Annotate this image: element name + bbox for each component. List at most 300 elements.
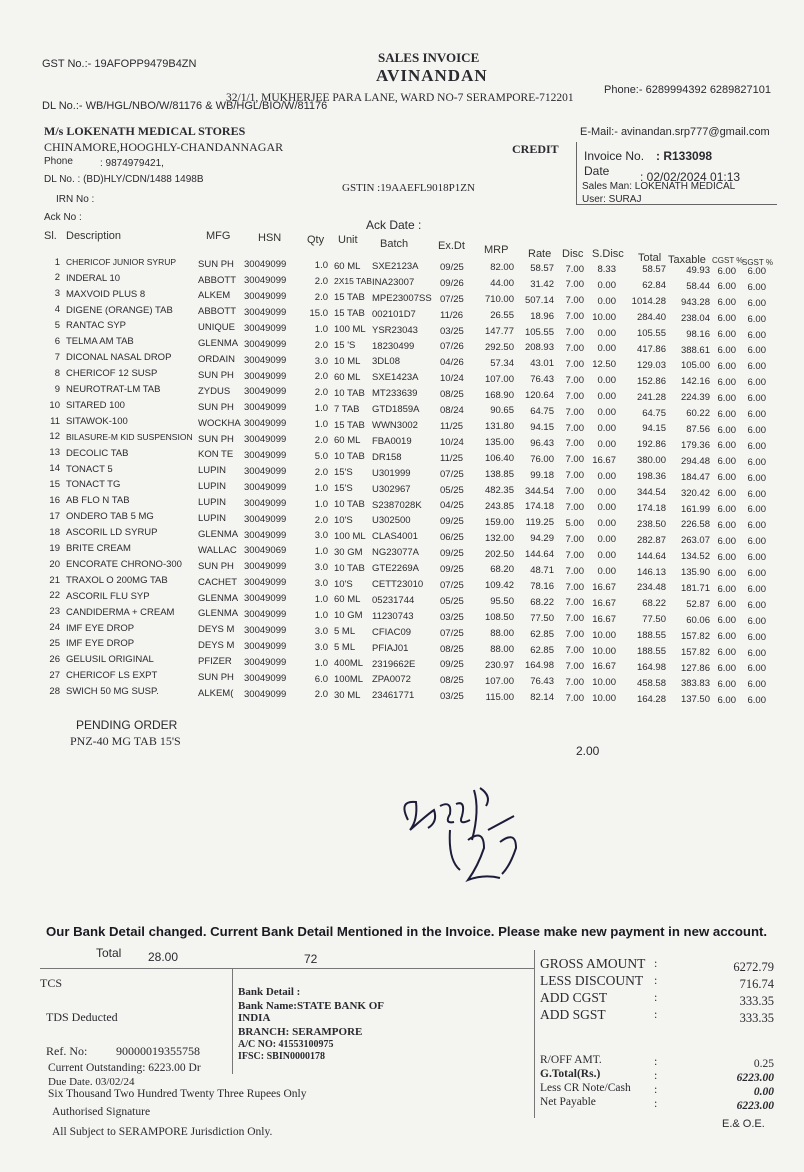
table-cell: 6.00 <box>717 567 736 579</box>
table-cell: 30049099 <box>244 465 287 477</box>
summary-colon: : <box>654 956 658 970</box>
table-cell: MAXVOID PLUS 8 <box>66 288 146 300</box>
table-cell: ZPA0072 <box>372 674 411 686</box>
table-cell: 184.47 <box>680 471 710 483</box>
current-outstanding: Current Outstanding: 6223.00 Dr <box>48 1062 201 1074</box>
table-cell: 8 <box>54 367 60 379</box>
total-qty: 72 <box>304 952 318 966</box>
table-cell: 6.00 <box>747 456 766 468</box>
table-cell: 68.22 <box>530 596 554 608</box>
table-cell: 344.54 <box>524 485 554 497</box>
table-cell: 135.00 <box>484 437 514 449</box>
table-cell: 58.44 <box>686 280 710 292</box>
table-cell: 12.50 <box>592 359 616 371</box>
summary-value: 6223.00 <box>736 1072 774 1084</box>
summary-colon: : <box>654 1068 658 1082</box>
table-cell: 2.0 <box>314 291 328 303</box>
table-cell: 6.00 <box>717 631 736 643</box>
table-cell: 98.16 <box>686 328 710 340</box>
table-cell: 15 TAB <box>334 308 365 320</box>
table-cell: 6.00 <box>717 297 736 309</box>
table-cell: SITAWOK-100 <box>66 415 128 427</box>
table-cell: 2.0 <box>314 276 328 288</box>
table-cell: 18 <box>49 526 60 538</box>
table-cell: 6.00 <box>717 360 736 372</box>
table-cell: CHERICOF JUNIOR SYRUP <box>66 256 177 267</box>
company-address: 32/1/1, MUKHERJEE PARA LANE, WARD NO-7 SERAMPORE-712201 <box>226 92 574 104</box>
table-cell: 1.0 <box>314 657 328 669</box>
table-cell: ENCORATE CHRONO-300 <box>66 558 182 570</box>
table-cell: 6.00 <box>747 265 766 277</box>
total-label: Total <box>96 946 122 960</box>
customer-gstin: GSTIN :19AAEFL9018P1ZN <box>342 182 475 194</box>
table-cell: 30049099 <box>244 306 287 318</box>
table-cell: 10.00 <box>592 645 616 657</box>
column-header: Sl. <box>44 230 57 242</box>
table-cell: 6.00 <box>717 345 736 357</box>
handwritten-signature <box>388 770 528 890</box>
table-cell: 0.00 <box>597 470 616 482</box>
table-cell: RANTAC SYP <box>66 320 127 332</box>
table-cell: 62.85 <box>530 644 554 656</box>
table-cell: DECOLIC TAB <box>66 447 129 459</box>
column-header: Description <box>66 230 122 242</box>
table-cell: 3 <box>54 288 60 300</box>
table-cell: DIGENE (ORANGE) TAB <box>66 304 173 316</box>
table-cell: FBA0019 <box>372 435 412 447</box>
table-cell: 07/26 <box>440 341 464 353</box>
table-cell: 6.00 <box>717 329 736 341</box>
table-cell: 10 <box>49 399 60 411</box>
table-cell: KON TE <box>198 449 234 461</box>
bank-notice: Our Bank Detail changed. Current Bank Detail Mentioned in the Invoice. Please make new payment in new account. <box>46 924 768 939</box>
table-cell: 230.97 <box>484 659 514 671</box>
table-cell: 30049099 <box>244 450 287 462</box>
table-cell: 6.00 <box>747 568 766 580</box>
table-cell: 0.00 <box>597 279 616 291</box>
table-cell: 0.00 <box>597 486 616 498</box>
table-cell: TONACT TG <box>66 479 121 491</box>
summary-label: Less CR Note/Cash <box>540 1082 631 1094</box>
table-cell: SUN PH <box>198 433 234 445</box>
customer-name: M/s LOKENATH MEDICAL STORES <box>44 124 246 138</box>
table-cell: 7.00 <box>565 549 584 561</box>
table-cell: 6 <box>54 336 60 348</box>
table-cell: 168.90 <box>484 389 514 401</box>
due-date: Due Date. 03/02/24 <box>48 1076 135 1088</box>
table-cell: 710.00 <box>484 294 514 306</box>
table-cell: 6.00 <box>747 583 766 595</box>
table-cell: 52.87 <box>686 598 710 610</box>
table-cell: 25 <box>49 638 60 650</box>
table-cell: 26 <box>49 654 60 666</box>
table-cell: PFIAJ01 <box>372 642 409 654</box>
column-header: Batch <box>380 238 409 250</box>
table-cell: U302500 <box>372 515 411 527</box>
table-cell: 30049099 <box>244 513 287 525</box>
table-cell: 16.67 <box>592 661 616 673</box>
table-cell: 6.00 <box>747 679 766 691</box>
table-cell: 002101D7 <box>372 308 416 320</box>
table-cell: 10 TAB <box>334 451 365 463</box>
table-cell: 0.00 <box>597 407 616 418</box>
company-name: AVINANDAN <box>376 66 488 85</box>
table-cell: 1.0 <box>314 594 328 606</box>
table-cell: 30049099 <box>244 609 287 621</box>
table-cell: 2.0 <box>314 514 328 526</box>
table-cell: 94.29 <box>530 533 554 545</box>
table-cell: 0.00 <box>597 422 616 434</box>
table-cell: 78.16 <box>530 580 554 592</box>
table-cell: 6.00 <box>747 377 766 389</box>
table-cell: 10'S <box>334 514 353 526</box>
table-cell: 105.55 <box>524 326 554 338</box>
table-cell: 6.00 <box>747 520 766 532</box>
table-cell: 30049099 <box>244 322 287 334</box>
invoice-date-label: Date <box>584 164 610 178</box>
table-cell: 100 ML <box>334 530 366 542</box>
table-cell: 30049099 <box>244 275 287 287</box>
table-cell: 15'S <box>334 483 353 495</box>
table-cell: 7.00 <box>565 486 584 498</box>
table-cell: 0.00 <box>597 438 616 450</box>
table-cell: ZYDUS <box>198 385 231 397</box>
table-cell: 16.67 <box>592 597 616 609</box>
table-cell: 15.0 <box>309 307 328 319</box>
table-cell: 292.50 <box>484 341 514 353</box>
column-header: MRP <box>484 244 509 256</box>
table-cell: 96.43 <box>530 437 554 449</box>
table-cell: 30049099 <box>244 259 287 271</box>
table-cell: 2X15 TAB <box>334 276 372 287</box>
table-cell: S2387028K <box>372 499 422 511</box>
table-cell: 10.00 <box>592 311 616 323</box>
table-cell: 2.0 <box>314 466 328 478</box>
table-cell: 7.00 <box>565 343 584 355</box>
summary-divider <box>534 950 535 1118</box>
table-cell: 30049099 <box>244 418 287 430</box>
company-phone: Phone:- 6289994392 6289827101 <box>604 84 771 96</box>
salesman: Sales Man: LOKENATH MEDICAL <box>582 181 736 192</box>
table-cell: 82.00 <box>490 262 514 274</box>
table-cell: 30049099 <box>244 672 287 684</box>
table-cell: 15 'S <box>334 340 356 351</box>
table-cell: 68.20 <box>490 564 514 576</box>
table-cell: 88.00 <box>490 628 514 640</box>
table-cell: 05231744 <box>372 594 415 606</box>
table-cell: NG23077A <box>372 547 420 559</box>
table-cell: GLENMA <box>198 592 239 604</box>
table-cell: 234.48 <box>636 582 666 594</box>
table-cell: 6.00 <box>747 631 766 643</box>
table-cell: 28 <box>49 685 60 697</box>
table-cell: 14 <box>49 463 60 475</box>
table-cell: 6.00 <box>747 488 766 500</box>
table-cell: 115.00 <box>485 691 514 703</box>
table-cell: 18.96 <box>530 310 554 322</box>
table-cell: 238.50 <box>636 518 666 530</box>
table-cell: 82.14 <box>530 692 554 704</box>
table-cell: 10 TAB <box>334 499 365 510</box>
table-cell: 129.03 <box>636 359 666 371</box>
table-cell: 27 <box>49 669 60 681</box>
table-cell: IMF EYE DROP <box>66 622 135 634</box>
table-cell: SXE2123A <box>372 261 419 273</box>
table-cell: 7.00 <box>565 470 584 482</box>
table-cell: 09/25 <box>440 659 464 671</box>
table-cell: 164.98 <box>636 661 666 673</box>
table-cell: 7 <box>54 351 60 363</box>
summary-colon: : <box>654 990 658 1004</box>
invoice-date: : 02/02/2024 01:13 <box>640 170 741 184</box>
customer-phone-label: Phone <box>44 156 73 167</box>
table-cell: 107.00 <box>484 373 514 385</box>
table-cell: 26.55 <box>490 310 514 322</box>
table-cell: 5.0 <box>314 450 328 462</box>
table-cell: 3.0 <box>314 625 328 637</box>
table-cell: 62.84 <box>642 280 666 292</box>
table-cell: 7.00 <box>565 629 584 641</box>
table-cell: 2.0 <box>314 339 328 351</box>
table-cell: 77.50 <box>530 612 554 624</box>
table-cell: 22 <box>49 590 60 602</box>
table-cell: 943.28 <box>680 296 710 308</box>
table-cell: SUN PH <box>198 401 234 413</box>
table-cell: 11230743 <box>372 610 414 622</box>
table-cell: 107.00 <box>484 675 514 687</box>
table-cell: 09/26 <box>440 277 464 289</box>
table-cell: 03/25 <box>440 325 464 337</box>
table-cell: 7.00 <box>565 692 584 704</box>
table-cell: CFIAC09 <box>372 626 412 638</box>
pending-label: PENDING ORDER <box>76 718 178 732</box>
table-cell: 4 <box>54 304 60 316</box>
dl-number: DL No.:- WB/HGL/NBO/W/81176 & WB/HGL/BIO/W/81176 <box>42 100 328 112</box>
table-cell: 192.86 <box>636 439 666 451</box>
table-cell: GLENMA <box>198 608 239 620</box>
table-cell: 6.00 <box>747 695 766 707</box>
table-cell: 16.67 <box>592 581 616 593</box>
table-cell: DR158 <box>372 451 402 463</box>
table-cell: 07/25 <box>440 627 464 639</box>
bank-name: Bank Name:STATE BANK OF INDIA <box>238 1000 384 1024</box>
table-cell: DEYS M <box>198 624 235 636</box>
table-cell: 57.34 <box>490 357 514 369</box>
table-cell: 224.39 <box>680 392 710 404</box>
table-cell: 131.80 <box>484 421 514 433</box>
table-cell: 07/25 <box>440 293 464 305</box>
table-cell: CLAS4001 <box>372 531 418 543</box>
table-cell: 1.0 <box>314 546 328 558</box>
column-header: SGST % <box>742 258 773 267</box>
table-cell: CHERICOF 12 SUSP <box>66 368 158 380</box>
table-cell: 30049099 <box>244 529 287 541</box>
tds-label: TDS Deducted <box>46 1010 118 1024</box>
table-cell: 09/25 <box>440 261 464 273</box>
summary-value: 0.00 <box>753 1086 774 1098</box>
table-cell: 30049099 <box>244 624 287 636</box>
table-cell: 146.13 <box>636 566 666 578</box>
customer-address: CHINAMORE,HOOGHLY-CHANDANNAGAR <box>44 140 284 154</box>
table-cell: 09/25 <box>440 516 464 528</box>
table-cell: 43.01 <box>530 358 554 370</box>
summary-label: G.Total(Rs.) <box>540 1068 601 1080</box>
table-cell: SUN PH <box>198 560 234 572</box>
table-cell: 03/25 <box>440 611 464 623</box>
table-cell: 08/24 <box>440 405 464 417</box>
table-cell: 30049099 <box>244 386 287 398</box>
summary-value: 333.35 <box>739 1011 774 1025</box>
table-cell: GTD1859A <box>372 404 420 416</box>
column-header: Taxable <box>668 254 706 266</box>
authorised-signature: Authorised Signature <box>52 1106 151 1118</box>
table-cell: 6.00 <box>747 345 766 357</box>
table-cell: 6.00 <box>747 361 766 373</box>
table-cell: 76.00 <box>530 453 554 465</box>
table-cell: 08/25 <box>440 389 464 401</box>
table-cell: 7.00 <box>565 374 584 386</box>
table-cell: 44.00 <box>490 278 514 290</box>
table-cell: U301999 <box>372 467 411 479</box>
table-cell: 282.87 <box>636 534 666 546</box>
table-cell: 30049099 <box>244 354 287 366</box>
table-cell: 144.64 <box>636 550 666 562</box>
table-cell: 5 <box>54 320 60 332</box>
table-cell: 100 ML <box>334 324 366 336</box>
table-cell: 11 <box>50 415 60 427</box>
table-cell: 6.00 <box>717 281 736 293</box>
table-cell: 76.43 <box>530 676 554 688</box>
table-cell: 7.00 <box>565 358 584 370</box>
table-cell: 458.58 <box>636 677 666 689</box>
table-cell: 77.50 <box>642 614 666 626</box>
table-cell: UNIQUE <box>198 322 235 334</box>
table-cell: 76.43 <box>530 374 554 386</box>
table-cell: ONDERO TAB 5 MG <box>66 511 154 523</box>
table-cell: 21 <box>49 574 60 586</box>
table-cell: 9 <box>54 383 60 395</box>
table-cell: 94.15 <box>642 423 666 435</box>
table-cell: 6.00 <box>717 535 736 547</box>
table-cell: LUPIN <box>198 465 226 477</box>
table-cell: 7.00 <box>565 597 584 609</box>
table-cell: 49.93 <box>686 265 710 277</box>
table-cell: TELMA AM TAB <box>66 336 134 348</box>
table-cell: 388.61 <box>680 344 710 356</box>
invoice-no: : R133098 <box>656 149 713 163</box>
table-cell: 60 ML <box>334 371 361 383</box>
table-cell: 7.00 <box>565 422 584 434</box>
table-cell: 30049099 <box>244 593 287 605</box>
table-cell: 0.00 <box>597 327 616 339</box>
table-cell: 30 ML <box>334 689 361 701</box>
table-cell: 68.22 <box>642 598 666 610</box>
table-cell: 6.00 <box>717 599 736 611</box>
table-cell: 7.00 <box>565 390 584 402</box>
table-cell: 208.93 <box>524 342 554 354</box>
summary-value: 0.25 <box>753 1058 774 1070</box>
table-cell: 99.18 <box>530 469 554 481</box>
table-cell: 16.67 <box>592 454 616 466</box>
table-cell: 417.86 <box>636 343 666 355</box>
table-cell: CHERICOF LS EXPT <box>66 670 158 682</box>
bank-account: A/C NO: 41553100975 <box>238 1039 334 1050</box>
table-cell: 20 <box>49 558 60 570</box>
summary-colon: : <box>654 1096 658 1110</box>
table-cell: 1.0 <box>314 419 328 431</box>
table-cell: 400ML <box>334 658 364 669</box>
company-email: E-Mail:- avinandan.srp777@gmail.com <box>580 126 770 138</box>
table-cell: 507.14 <box>524 294 554 306</box>
table-cell: WWN3002 <box>372 420 418 432</box>
table-cell: 105.00 <box>680 360 710 372</box>
table-cell: 1.0 <box>314 260 328 272</box>
table-cell: 1.0 <box>314 482 328 494</box>
table-cell: 202.50 <box>484 548 514 560</box>
table-cell: 6.00 <box>717 408 736 420</box>
table-cell: 188.55 <box>636 630 666 642</box>
table-cell: SUN PH <box>198 369 234 381</box>
table-cell: 08/25 <box>440 643 464 655</box>
table-cell: 137.50 <box>680 694 710 706</box>
ack-no-label: Ack No : <box>44 212 82 223</box>
table-cell: ASCORIL FLU SYP <box>66 590 150 602</box>
table-cell: AB FLO N TAB <box>66 495 130 507</box>
table-cell: 0.00 <box>597 566 616 577</box>
summary-label: R/OFF AMT. <box>540 1054 602 1066</box>
summary-label: ADD CGST <box>540 990 608 1005</box>
table-cell: 3.0 <box>314 355 328 367</box>
table-cell: 174.18 <box>524 501 554 513</box>
table-cell: CETT23010 <box>372 579 424 591</box>
table-cell: 5 ML <box>334 642 356 654</box>
table-cell: 198.36 <box>636 471 666 483</box>
table-cell: 10 GM <box>334 610 363 622</box>
table-cell: 106.40 <box>484 453 514 465</box>
table-cell: 6.00 <box>717 551 736 563</box>
table-cell: INDERAL 10 <box>66 272 121 284</box>
table-cell: 1014.28 <box>631 296 666 308</box>
table-cell: 6.00 <box>717 504 736 516</box>
table-cell: 30 GM <box>334 546 363 558</box>
table-cell: 6.00 <box>747 552 766 564</box>
table-cell: 04/26 <box>440 357 464 369</box>
summary-label: GROSS AMOUNT <box>540 956 646 971</box>
table-cell: 16.67 <box>592 613 616 625</box>
table-cell: 15'S <box>334 467 353 479</box>
total-items: 28.00 <box>148 950 179 964</box>
table-cell: LUPIN <box>198 497 226 509</box>
table-cell: 0.00 <box>597 343 616 355</box>
table-cell: 6.00 <box>747 440 766 452</box>
table-cell: 10.00 <box>592 629 616 641</box>
table-cell: 7.00 <box>565 565 584 577</box>
table-cell: 06/25 <box>440 532 464 544</box>
table-cell: 6.00 <box>717 663 736 675</box>
table-cell: 6.00 <box>747 599 766 611</box>
table-cell: 18230499 <box>372 340 415 352</box>
table-cell: ASCORIL LD SYRUP <box>66 527 158 539</box>
table-cell: TONACT 5 <box>66 463 113 475</box>
table-cell: 127.86 <box>680 662 710 674</box>
table-cell: PFIZER <box>198 656 232 668</box>
table-cell: 383.83 <box>680 678 710 690</box>
table-cell: 2.0 <box>314 387 328 399</box>
table-cell: SUN PH <box>198 672 234 684</box>
table-cell: 181.71 <box>680 583 710 595</box>
table-cell: 3.0 <box>314 562 328 574</box>
table-cell: 31.42 <box>530 278 554 290</box>
